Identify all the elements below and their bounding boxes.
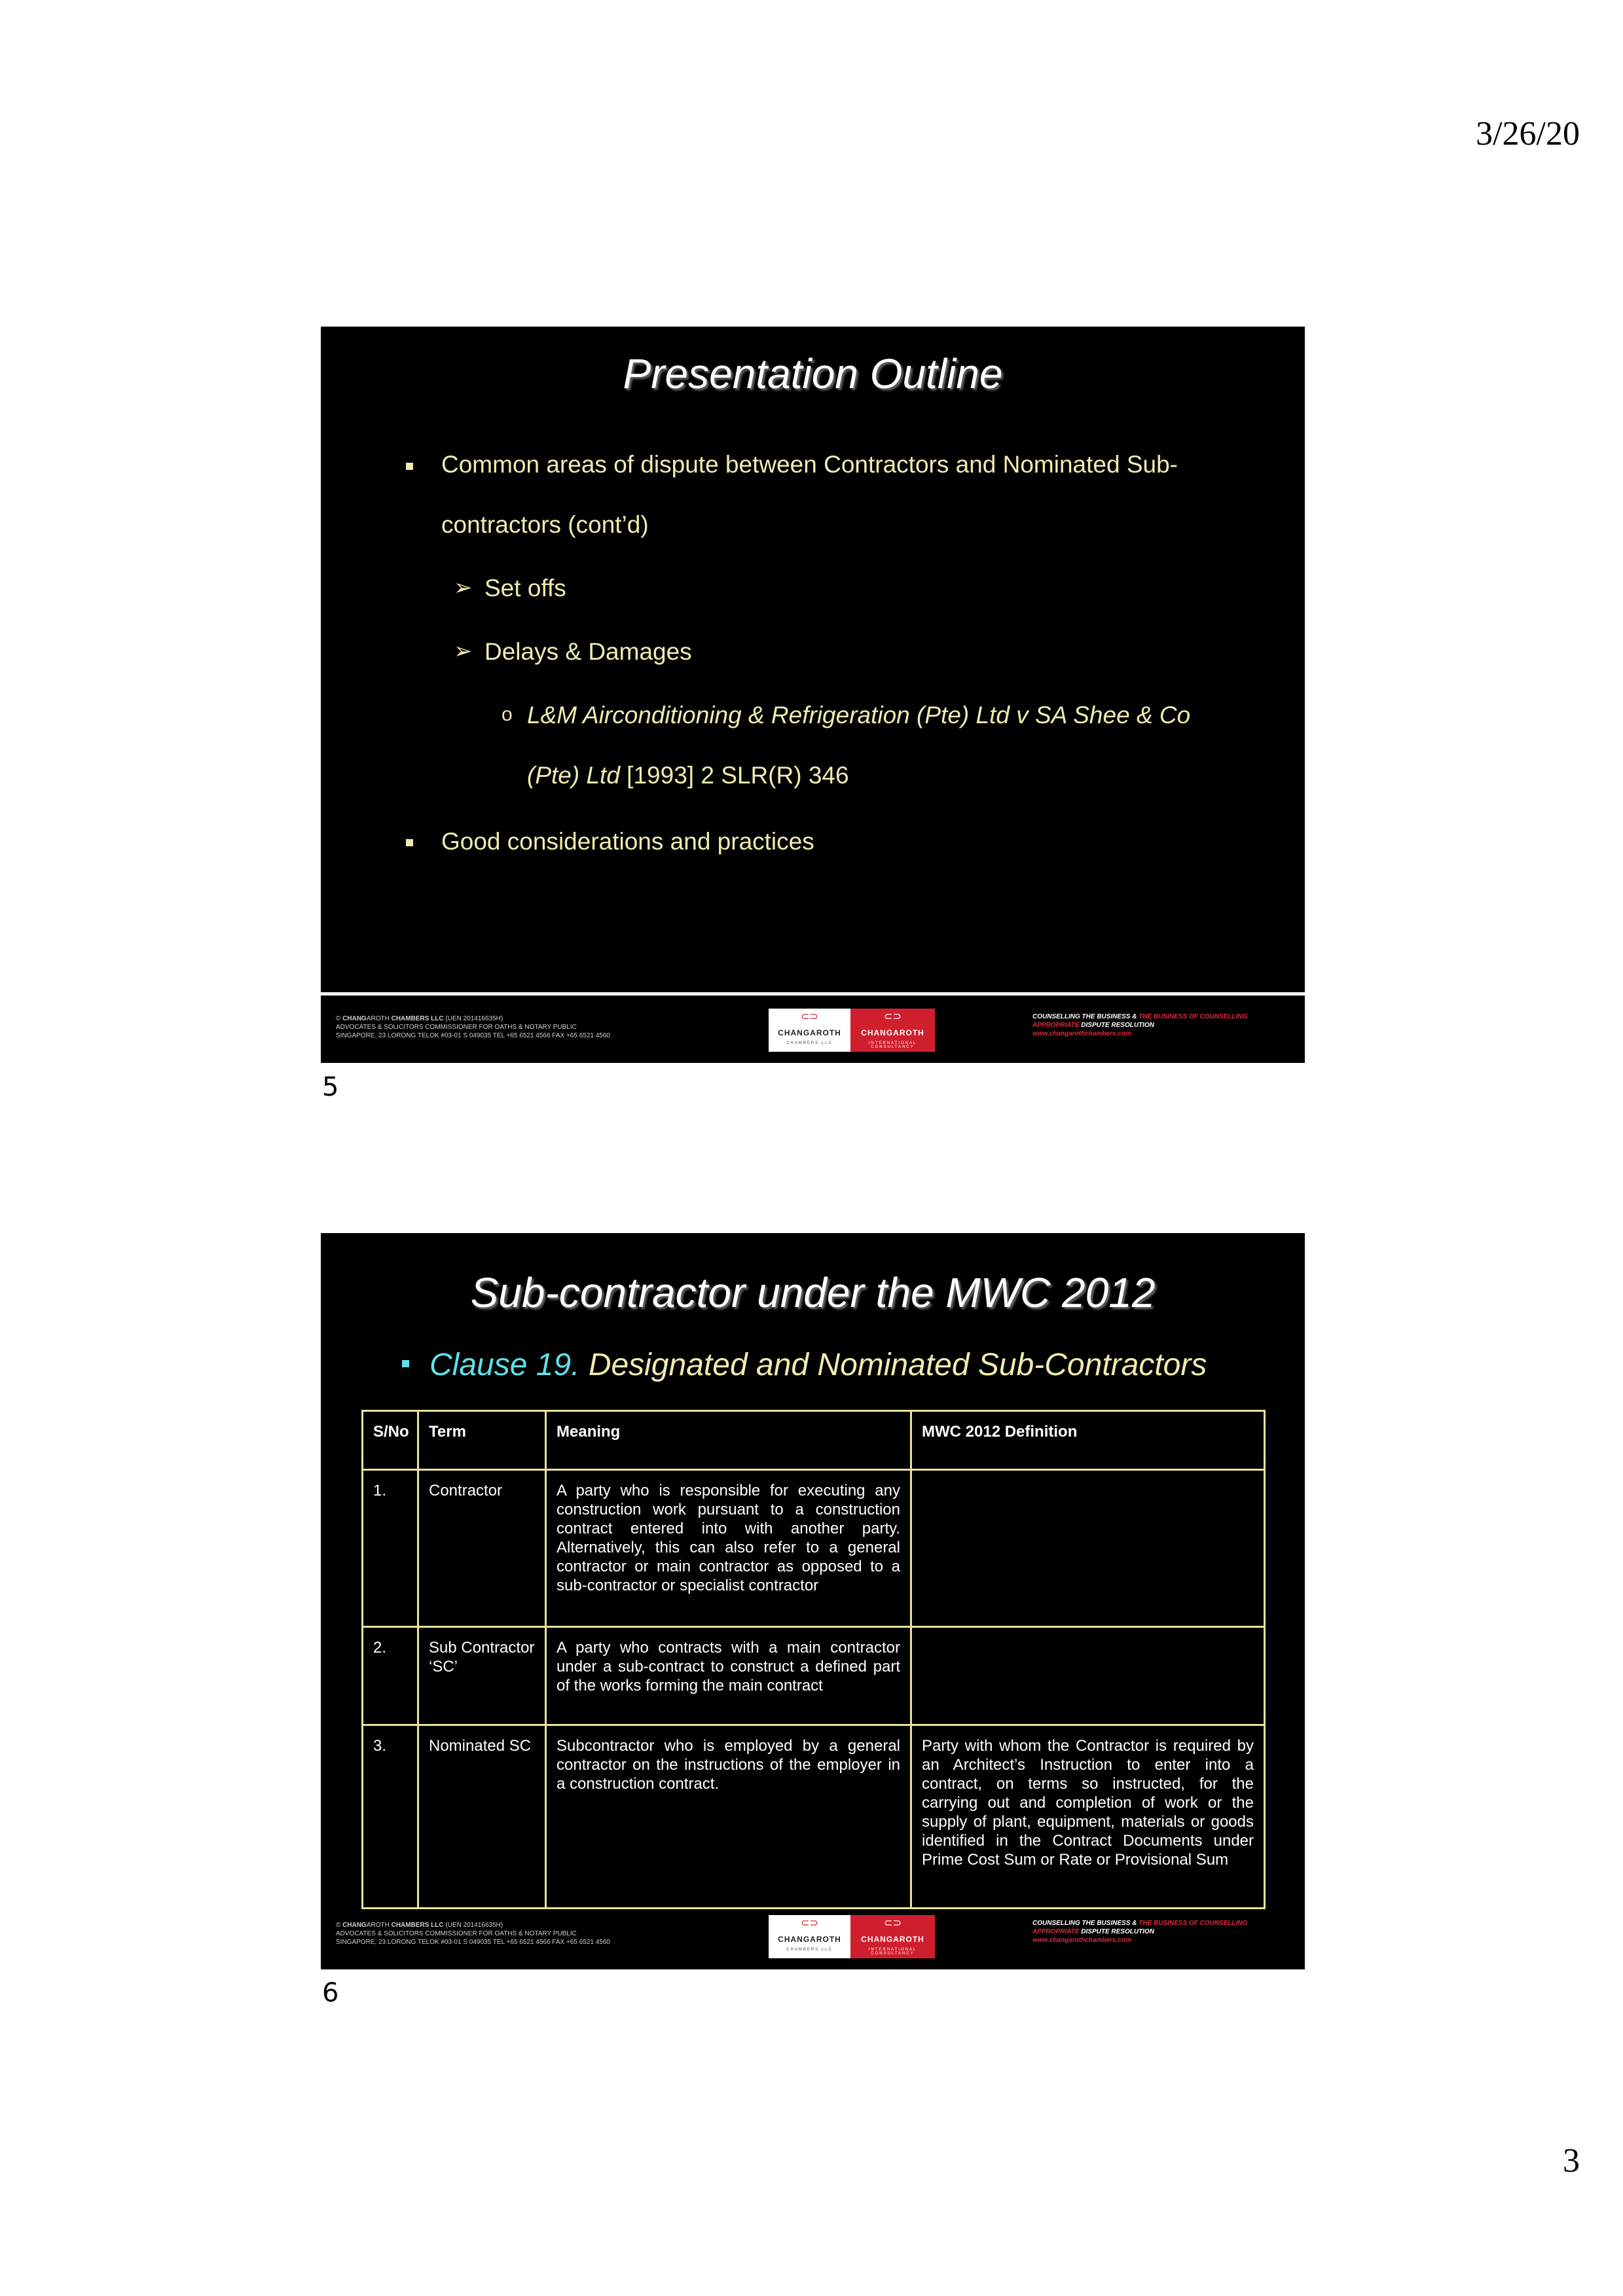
arrow-bullet-icon: ➢ (454, 575, 473, 600)
logo-mark-icon: ⊂⊃ (801, 1918, 818, 1929)
brand-bold: CHANG (342, 1922, 367, 1929)
cell-definition (911, 1470, 1265, 1627)
sub-bullet-set-offs: Set offs (484, 575, 566, 601)
tagline-part: DISPUTE RESOLUTION (1081, 1022, 1154, 1029)
header-term: Term (418, 1411, 546, 1470)
footer-divider (321, 992, 1305, 996)
cell-definition: Party with whom the Contractor is required by an Architect’s Instruction to enter into a contract, on terms so instructed, for the carrying out and completion of work or the supply of plant, equipment, materials or goods identified in the Contract Documents under Prime Cost Sum or Rate or Provisional Sum (911, 1725, 1265, 1909)
definitions-table (361, 1410, 1266, 1909)
footer-line-3: SINGAPORE, 23 LORONG TELOK #03-01 S 049035 TEL +65 6521 4566 FAX +65 6521 4560 (336, 1032, 610, 1039)
logo-left-text: CHANGAROTH (778, 1935, 841, 1944)
tagline-part: APPROPRIATE (1032, 1928, 1082, 1935)
cell-sn: 1. (363, 1470, 418, 1627)
tagline-part: COUNSELLING THE BUSINESS & (1032, 1013, 1139, 1020)
cell-term: Contractor (418, 1470, 546, 1627)
table-row (363, 1725, 1265, 1909)
logo-left-text: CHANGAROTH (778, 1028, 841, 1037)
header-meaning: Meaning (546, 1411, 911, 1470)
slide-number: 6 (322, 1978, 339, 2008)
tagline-part: THE BUSINESS OF COUNSELLING (1139, 1920, 1248, 1927)
footer-tagline (1032, 1013, 1294, 1038)
cell-meaning: A party who contracts with a main contractor under a sub-contract to construct a defined part of the works forming the main contract (546, 1627, 911, 1725)
tagline-part: THE BUSINESS OF COUNSELLING (1139, 1013, 1248, 1020)
logo-left-sub: CHAMBERS LLC (786, 1948, 833, 1952)
sub-bullet-delays: Delays & Damages (484, 638, 692, 665)
changaroth-logo (769, 1915, 935, 1958)
tagline-part: APPROPRIATE (1032, 1022, 1082, 1029)
bullet-text-continued: contractors (cont’d) (441, 511, 649, 538)
clause-heading (429, 1347, 1207, 1383)
case-citation-ref: [1993] 2 SLR(R) 346 (619, 762, 849, 789)
cell-term: Sub Contractor ‘SC’ (418, 1627, 546, 1725)
brand-light: AROTH (366, 1015, 390, 1022)
slide-6 (321, 1233, 1305, 1969)
footer-tagline (1032, 1919, 1294, 1945)
tagline-part: DISPUTE RESOLUTION (1081, 1928, 1154, 1935)
cell-sn: 3. (363, 1725, 418, 1909)
page-date: 3/26/20 (1476, 115, 1580, 152)
uen: (UEN 201416635H) (443, 1922, 503, 1929)
cell-definition (911, 1627, 1265, 1725)
brand-light: AROTH (366, 1922, 390, 1929)
arrow-bullet-icon: ➢ (454, 639, 473, 664)
slide-5 (321, 327, 1305, 1063)
header-definition: MWC 2012 Definition (911, 1411, 1265, 1470)
bullet-text: Good considerations and practices (441, 828, 814, 855)
brand-rest: CHAMBERS LLC (389, 1015, 444, 1022)
logo-mark-icon: ⊂⊃ (884, 1011, 902, 1022)
logo-right-text: CHANGAROTH (861, 1028, 924, 1037)
cell-term: Nominated SC (418, 1725, 546, 1909)
uen: (UEN 201416635H) (443, 1015, 503, 1022)
cell-sn: 2. (363, 1627, 418, 1725)
tagline-part: COUNSELLING THE BUSINESS & (1032, 1920, 1139, 1927)
clause-number: Clause 19. (429, 1348, 580, 1382)
bullet-square-icon (406, 463, 413, 470)
website-link[interactable]: www.changarothchambers.com (1032, 1937, 1131, 1944)
clause-title: Designated and Nominated Sub-Contractors (579, 1348, 1207, 1382)
slide-title: Presentation Outline (623, 350, 1003, 397)
footer-address (336, 1014, 702, 1040)
case-name-italic: (Pte) Ltd (527, 762, 620, 789)
logo-right-sub: INTERNATIONAL CONSULTANCY (868, 1948, 917, 1956)
page-number: 3 (1563, 2142, 1580, 2179)
copyright: © (336, 1922, 343, 1929)
footer-line-2: ADVOCATES & SOLICITORS COMMISSIONER FOR OATHS & NOTARY PUBLIC (336, 1930, 577, 1937)
slide-number: 5 (322, 1072, 339, 1102)
case-citation-line1: L&M Airconditioning & Refrigeration (Pte) Ltd v SA Shee & Co (527, 702, 1191, 728)
copyright: © (336, 1015, 343, 1022)
logo-right-text: CHANGAROTH (861, 1935, 924, 1944)
header-sn: S/No (363, 1411, 418, 1470)
changaroth-logo (769, 1009, 935, 1052)
logo-right-sub: INTERNATIONAL CONSULTANCY (868, 1041, 917, 1049)
bullet-square-icon (406, 839, 413, 846)
brand-rest: CHAMBERS LLC (389, 1922, 444, 1929)
footer-line-3: SINGAPORE, 23 LORONG TELOK #03-01 S 049035 TEL +65 6521 4566 FAX +65 6521 4560 (336, 1939, 610, 1946)
table-header-row (363, 1411, 1265, 1470)
bullet-square-icon (402, 1360, 409, 1367)
logo-left-sub: CHAMBERS LLC (786, 1041, 833, 1045)
cell-meaning: Subcontractor who is employed by a general contractor on the instructions of the employer in a construction contract. (546, 1725, 911, 1909)
logo-mark-icon: ⊂⊃ (801, 1011, 818, 1022)
case-citation-line2 (527, 762, 849, 789)
brand-bold: CHANG (342, 1015, 367, 1022)
table-row (363, 1627, 1265, 1725)
circle-bullet-icon: o (501, 704, 513, 725)
cell-meaning: A party who is responsible for executing any construction work pursuant to a construction contract entered into with another party. Alternatively, this can also refer to a general contractor or main contractor as opposed to a sub-contractor or specialist contractor (546, 1470, 911, 1627)
table-row (363, 1470, 1265, 1627)
footer-address (336, 1921, 702, 1946)
logo-mark-icon: ⊂⊃ (884, 1918, 902, 1929)
website-link[interactable]: www.changarothchambers.com (1032, 1030, 1131, 1037)
bullet-text: Common areas of dispute between Contractors and Nominated Sub- (441, 451, 1178, 478)
slide-title: Sub-contractor under the MWC 2012 (470, 1269, 1156, 1316)
footer-line-2: ADVOCATES & SOLICITORS COMMISSIONER FOR OATHS & NOTARY PUBLIC (336, 1024, 577, 1031)
